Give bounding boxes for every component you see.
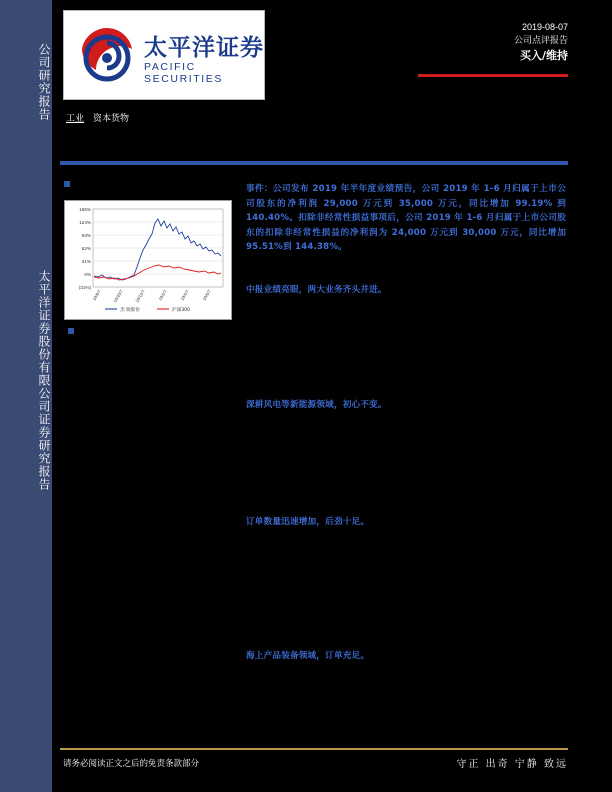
header-meta [514,20,568,64]
bullet-marker-2 [68,328,74,334]
left-sidebar [0,0,52,792]
breadcrumb [66,111,129,124]
svg-text:124%: 124% [79,220,91,225]
footer-disclaimer: 请务必阅读正文之后的免责条款部分 [63,759,200,769]
section-heading-2: 深耕风电等新能源领域，初心不变。 [246,400,387,410]
section-heading-4: 海上产品装备领域，订单充足。 [246,651,370,661]
svg-text:19/4/7: 19/4/7 [179,288,190,302]
chart-svg [65,201,231,319]
footer-slogan: 守正 出奇 宁静 致远 [456,759,568,770]
svg-text:沪深300: 沪深300 [172,308,190,313]
breadcrumb-level1[interactable]: 工业 [66,114,85,124]
svg-text:18/10/7: 18/10/7 [112,288,124,304]
breadcrumb-level2[interactable]: 资本货物 [93,114,130,124]
report-date: 2019-08-07 [521,22,568,32]
status-badge: 买入/维持 [519,49,568,62]
summary-paragraph: 事件：公司发布 2019 年半年度业绩预告，公司 2019 年 1-6 月归属于上市公司股东的净利润 29,000 万元到 35,000 万元，同比增加 99.19% 到 140.40%。扣除非经常性损益事项后，公司 2019 年 1-6 月归属于上市公司股东的扣除非经常性损益的净利润为 24,000 万元到 30,000 万元，同比增加 95.51%到 144.38%。 [246,184,566,252]
sidebar-bottom-label: 太平洋证券股份有限公司证券研究报告 [37,269,51,491]
svg-text:18/12/7: 18/12/7 [134,288,146,304]
logo-text-english: PACIFIC SECURITIES [144,61,224,85]
section-heading-3: 订单数量迅速增加，后劲十足。 [246,517,370,527]
header-red-rule [418,74,568,77]
svg-text:0%: 0% [84,272,91,277]
report-kind: 公司点评报告 [513,36,568,46]
bullet-marker-1 [64,181,70,187]
chart-canvas [65,201,233,321]
svg-text:93%: 93% [81,233,91,238]
svg-text:31%: 31% [81,259,91,264]
footer-divider [60,748,568,750]
sidebar-top-label: 公司研究报告 [37,43,51,121]
stock-performance-chart [64,200,232,320]
svg-text:155%: 155% [79,207,91,212]
section-divider [60,161,568,165]
svg-text:62%: 62% [81,246,91,251]
logo-text-chinese: 太平洋证券 [144,35,264,61]
svg-text:18/8/7: 18/8/7 [91,288,102,302]
pacific-securities-logo-icon [78,25,136,83]
svg-text:19/2/7: 19/2/7 [157,288,168,302]
company-logo-box [63,10,265,100]
svg-text:19/6/7: 19/6/7 [201,288,212,302]
svg-text:杰 瑞股份: 杰 瑞股份 [120,308,140,313]
svg-text:(31%): (31%) [78,285,91,290]
section-heading-1: 中报业绩亮眼，两大业务齐头并进。 [246,285,387,295]
